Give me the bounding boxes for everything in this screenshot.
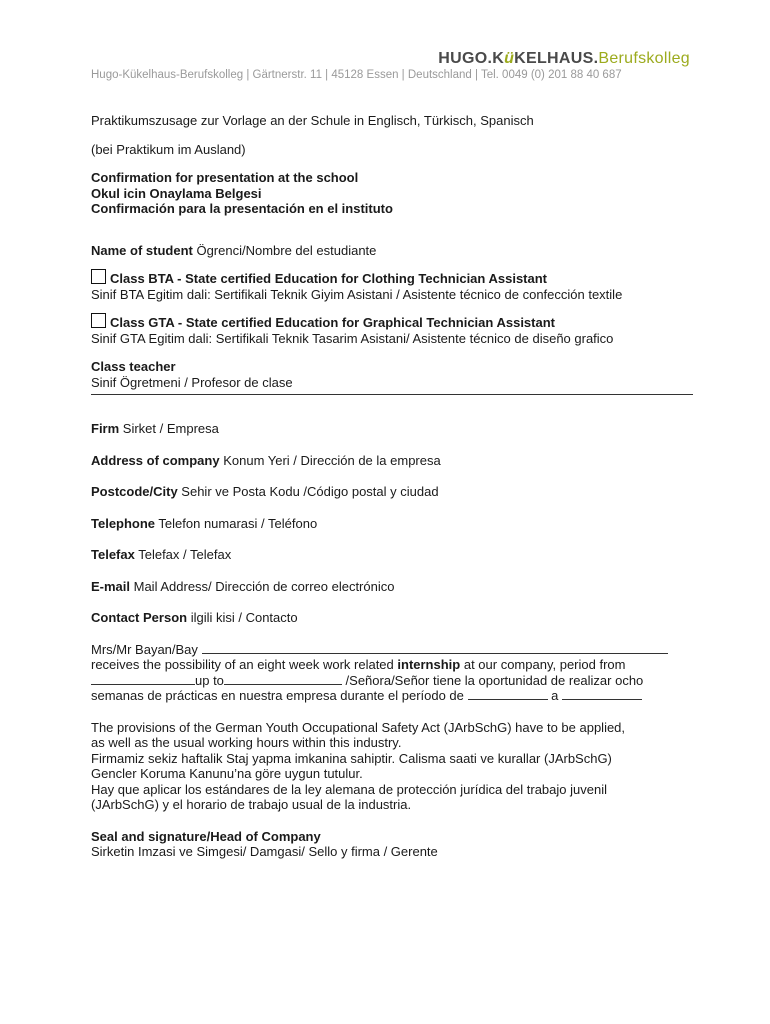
telefax-label: Telefax (91, 547, 135, 562)
gta-checkbox[interactable] (91, 313, 106, 328)
provisions-line-5: Hay que aplicar los estándares de la ley alemana de protección jurídica del trabajo juvenil (91, 781, 607, 797)
bta-title: Class BTA - State certified Education for Clothing Technician Assistant (110, 271, 548, 286)
student-name-label: Name of student (91, 242, 193, 258)
class-teacher-translation: Sinif Ögretmeni / Profesor de clase (91, 374, 293, 390)
bta-subtitle: Sinif BTA Egitim dali: Sertifikali Teknik Giyim Asistani / Asistente técnico de confección textile (91, 286, 623, 302)
firm-translation: Sirket / Empresa (119, 421, 219, 436)
bta-checkbox[interactable] (91, 269, 106, 284)
internship-bold: internship (397, 657, 461, 672)
class-teacher-label: Class teacher (91, 359, 176, 374)
provisions-paragraph (91, 720, 695, 813)
email-translation: Mail Address/ Dirección de correo electrónico (130, 578, 395, 594)
postcode-translation: Sehir ve Posta Kodu /Código postal y ciudad (177, 484, 439, 499)
student-name-field (91, 243, 695, 259)
logo-suffix: Berufskolleg (598, 50, 690, 67)
address-translation: Konum Yeri / Dirección de la empresa (219, 452, 441, 468)
logo-rest: KELHAUS. (514, 50, 599, 67)
internship-text-2: at our company, period from (460, 657, 626, 672)
seal-signature-field (91, 829, 695, 860)
provisions-line-3: Firmamiz sekiz haftalik Staj yapma imkanina sahiptir. Calisma saati ve kurallar (JArbSchG) (91, 750, 612, 766)
school-address: Hugo-Kükelhaus-Berufskolleg | Gärtnerstr. 11 | 45128 Essen | Deutschland | Tel. 0049 (0) 201 88 40 687 (91, 69, 622, 81)
contact-person-translation: ilgili kisi / Contacto (187, 610, 298, 625)
provisions-line-6: (JArbSchG) y el horario de trabajo usual de la industria. (91, 797, 412, 812)
logo-u: ü (504, 50, 515, 67)
gta-title: Class GTA - State certified Education for Graphical Technician Assistant (110, 315, 555, 330)
provisions-line-2: as well as the usual working hours within this industry. (91, 735, 402, 750)
provisions-line-1: The provisions of the German Youth Occupational Safety Act (JArbSchG) have to be applied, (91, 719, 626, 735)
intro-line-2: (bei Praktikum im Ausland) (91, 141, 246, 157)
provisions-line-4: Gencler Koruma Kanunu’na göre uygun tutulur. (91, 766, 363, 781)
firm-field (91, 421, 695, 437)
telefax-translation: Telefax / Telefax (134, 547, 232, 562)
title-turkish: Okul icin Onaylama Belgesi (91, 185, 262, 201)
postcode-label: Postcode/City (91, 484, 178, 499)
address-field (91, 453, 695, 469)
email-field (91, 579, 695, 595)
firm-label: Firm (91, 421, 120, 436)
document-title (91, 170, 695, 217)
internship-spanish-2: semanas de prácticas en nuestra empresa durante el período de (91, 688, 468, 703)
internship-paragraph (91, 642, 695, 704)
spanish-from-line[interactable] (468, 688, 548, 700)
telephone-translation: Telefon numarasi / Teléfono (155, 515, 318, 531)
email-label: E-mail (91, 578, 131, 594)
telephone-field (91, 516, 695, 532)
up-to-text: up to (195, 672, 224, 688)
title-spanish: Confirmación para la presentación en el instituto (91, 201, 393, 216)
option-gta (91, 315, 695, 346)
gta-subtitle: Sinif GTA Egitim dali: Sertifikali Teknik Tasarim Asistani/ Asistente técnico de diseño grafico (91, 330, 614, 346)
internship-spanish-1: /Señora/Señor tiene la oportunidad de realizar ocho (341, 672, 644, 688)
telefax-field (91, 547, 695, 563)
school-logo (438, 50, 690, 68)
salutation-text: Mrs/Mr Bayan/Bay (91, 641, 202, 657)
class-teacher-field (91, 359, 695, 395)
period-to-line[interactable] (224, 673, 342, 685)
seal-label: Seal and signature/Head of Company (91, 828, 321, 844)
intern-name-line[interactable] (202, 642, 668, 654)
student-name-translation: Ögrenci/Nombre del estudiante (192, 242, 377, 258)
postcode-field (91, 484, 695, 500)
class-teacher-line[interactable] (91, 392, 693, 395)
intro-line-1: Praktikumszusage zur Vorlage an der Schule in Englisch, Türkisch, Spanisch (91, 113, 534, 128)
contact-person-label: Contact Person (91, 610, 188, 625)
spanish-a-text: a (547, 688, 562, 703)
period-from-line[interactable] (91, 673, 195, 685)
telephone-label: Telephone (91, 515, 156, 531)
logo-brand: HUGO.K (438, 50, 505, 67)
option-bta (91, 271, 695, 302)
internship-text-1: receives the possibility of an eight week work related (91, 657, 398, 672)
address-label: Address of company (91, 452, 220, 468)
document-body (91, 113, 695, 860)
contact-person-field (91, 610, 695, 626)
spanish-to-line[interactable] (562, 688, 642, 700)
title-english: Confirmation for presentation at the school (91, 170, 359, 185)
seal-translation: Sirketin Imzasi ve Simgesi/ Damgasi/ Sello y firma / Gerente (91, 844, 438, 859)
